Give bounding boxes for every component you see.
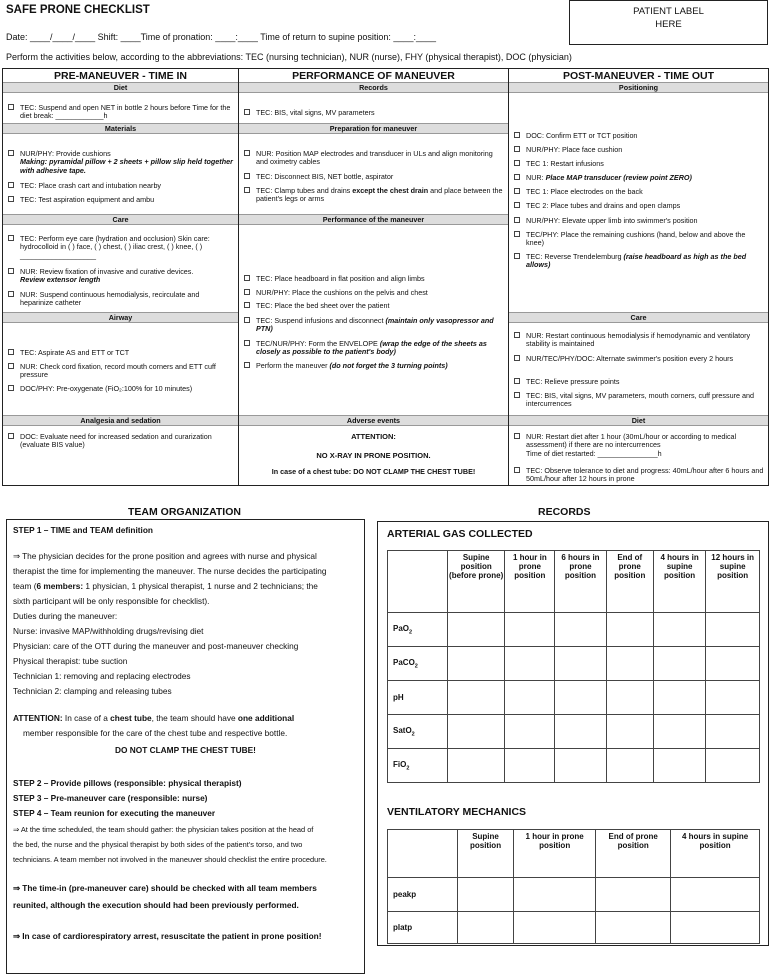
section-care: Care xyxy=(3,214,238,225)
attention-line-2: member responsible for the care of the chest tube and respective bottle. xyxy=(23,728,288,738)
attention-line-1: ATTENTION: In case of a chest tube, the team should have one additional xyxy=(13,713,295,723)
step-4-line-2: the bed, the nurse and the physical therapist by both sides of the patient's torso, and two xyxy=(13,840,303,849)
checkbox[interactable] xyxy=(514,332,520,338)
section-post-care: Care xyxy=(509,312,768,323)
gas-row-ph xyxy=(388,681,760,715)
pre-analgesia-item[interactable]: DOC: Evaluate need for increased sedation and curarization (evaluate BIS value) xyxy=(8,433,234,450)
section-post-diet: Diet xyxy=(509,415,768,426)
team-line-10: Technician 2: clamping and releasing tubes xyxy=(13,686,172,696)
gas-row-pao2 xyxy=(388,613,760,647)
team-line-4: sixth participant will be only responsible for checklist). xyxy=(13,596,210,606)
gas-corner-cell xyxy=(388,551,448,613)
records-header: RECORDS xyxy=(538,506,591,518)
vent-col-header: Supine position xyxy=(458,830,514,878)
checkbox[interactable] xyxy=(8,235,14,241)
step-3: STEP 3 – Pre-maneuver care (responsible: nurse) xyxy=(13,793,208,803)
perf-prep-item-2[interactable]: TEC: Disconnect BIS, NET bottle, aspirator xyxy=(244,173,504,181)
checkbox[interactable] xyxy=(514,253,520,259)
gas-col-header: Supine position (before prone) xyxy=(448,551,505,613)
row-label: PaO$_2$ xyxy=(388,613,448,647)
checkbox[interactable] xyxy=(514,202,520,208)
team-line-9: Technician 1: removing and replacing electrodes xyxy=(13,671,191,681)
vent-cell[interactable] xyxy=(671,912,760,944)
vent-col-header: End of prone position xyxy=(596,830,671,878)
gas-header-row xyxy=(388,551,760,613)
checkbox[interactable] xyxy=(514,174,520,180)
post-maneuver-column xyxy=(509,69,768,485)
post-care-item-3[interactable]: TEC: Relieve pressure points xyxy=(514,378,764,386)
adverse-chest-tube: In case of a chest tube: DO NOT CLAMP THE CHEST TUBE! xyxy=(271,467,476,476)
gas-cell[interactable] xyxy=(653,749,705,783)
pre-care-item-2[interactable]: NUR: Review fixation of invasive and curative devices. Review extensor length xyxy=(8,268,234,285)
pre-airway-item-2[interactable]: NUR: Check cord fixation, record mouth corners and ETT cuff pressure xyxy=(8,363,234,380)
pre-diet-item[interactable]: TEC: Suspend and open NET in bottle 2 hours before Time for the diet break: ____________h xyxy=(8,104,234,121)
checkbox[interactable] xyxy=(244,150,250,156)
gas-col-header: 4 hours in supine position xyxy=(653,551,705,613)
gas-cell[interactable] xyxy=(653,715,705,749)
gas-cell[interactable] xyxy=(606,749,653,783)
team-line-3: team (6 members: 1 physician, 1 physical therapist, 1 nurse and 2 technicians; the xyxy=(13,581,318,591)
checkbox[interactable] xyxy=(514,188,520,194)
gas-row-sato2 xyxy=(388,715,760,749)
arterial-gas-table xyxy=(387,550,760,783)
row-label: PaCO$_2$ xyxy=(388,647,448,681)
team-line-8: Physical therapist: tube suction xyxy=(13,656,128,666)
row-label: FiO$_2$ xyxy=(388,749,448,783)
adverse-attention: ATTENTION: xyxy=(351,432,396,441)
section-performance: Performance of the maneuver xyxy=(239,214,508,225)
records-box xyxy=(377,521,769,946)
arrest-line: ⇒ In case of cardiorespiratory arrest, resuscitate the patient in prone position! xyxy=(13,931,322,941)
post-pos-item-2[interactable]: NUR/PHY: Place face cushion xyxy=(514,146,764,154)
section-materials: Materials xyxy=(3,123,238,134)
post-pos-item-4[interactable]: NUR: Place MAP transducer (review point ZERO) xyxy=(514,174,764,182)
gas-cell[interactable] xyxy=(555,647,606,681)
team-line-2: therapist the time for implementing the maneuver. The nurse decides the participating xyxy=(13,566,327,576)
checkbox[interactable] xyxy=(244,302,250,308)
checklist-grid xyxy=(2,68,769,486)
ventilatory-table xyxy=(387,829,760,944)
team-organization-header: TEAM ORGANIZATION xyxy=(128,506,241,518)
checkbox[interactable] xyxy=(8,291,14,297)
section-records: Records xyxy=(239,82,508,93)
step-4-line-1: ⇒ At the time scheduled, the team should gather: the physician takes position at the head of xyxy=(13,825,314,834)
post-diet-item-2[interactable]: TEC: Observe tolerance to diet and progress: 40mL/hour after 6 hours and 50mL/hour after 12 hours in prone xyxy=(514,467,764,484)
vent-cell[interactable] xyxy=(671,878,760,912)
gas-cell[interactable] xyxy=(653,647,705,681)
time-in-line-1: ⇒ The time-in (pre-maneuver care) should be checked with all team members xyxy=(13,883,317,893)
time-in-line-2: reunited, although the execution should had been previously performed. xyxy=(13,900,299,910)
gas-col-header: 12 hours in supine position xyxy=(706,551,760,613)
row-label: peakp xyxy=(388,878,458,912)
gas-col-header: 6 hours in prone position xyxy=(555,551,606,613)
checkbox[interactable] xyxy=(514,132,520,138)
checkbox[interactable] xyxy=(244,187,250,193)
checkbox[interactable] xyxy=(8,268,14,274)
checkbox[interactable] xyxy=(244,362,250,368)
team-line-1: ⇒ The physician decides for the prone position and agrees with nurse and physical xyxy=(13,551,317,561)
perf-item-1[interactable]: TEC: Place headboard in flat position and align limbs xyxy=(244,275,504,283)
gas-cell[interactable] xyxy=(555,681,606,715)
pre-care-item-1[interactable]: TEC: Perform eye care (hydration and occlusion) Skin care: hydrocolloid in ( ) face, ( ) chest, ( ) iliac crest, ( ) knee, ( ) ___________________ xyxy=(8,235,234,260)
checkbox[interactable] xyxy=(8,363,14,369)
gas-cell[interactable] xyxy=(555,715,606,749)
patient-label-box xyxy=(569,0,768,45)
checkbox[interactable] xyxy=(8,182,14,188)
gas-cell[interactable] xyxy=(505,715,555,749)
checkbox[interactable] xyxy=(514,355,520,361)
team-line-5: Duties during the maneuver: xyxy=(13,611,118,621)
vent-header-row xyxy=(388,830,760,878)
gas-cell[interactable] xyxy=(505,681,555,715)
row-label: SatO$_2$ xyxy=(388,715,448,749)
gas-cell[interactable] xyxy=(448,681,505,715)
vent-corner-cell xyxy=(388,830,458,878)
checkbox[interactable] xyxy=(8,433,14,439)
vent-cell[interactable] xyxy=(458,912,514,944)
row-label: platp xyxy=(388,912,458,944)
checkbox[interactable] xyxy=(244,109,250,115)
perf-item-4[interactable]: TEC: Suspend infusions and disconnect (maintain only vasopressor and PTN) xyxy=(244,317,504,334)
checkbox[interactable] xyxy=(514,392,520,398)
post-pos-item-3[interactable]: TEC 1: Restart infusions xyxy=(514,160,764,168)
gas-cell[interactable] xyxy=(555,749,606,783)
gas-row-fio2 xyxy=(388,749,760,783)
perf-prep-item-3[interactable]: TEC: Clamp tubes and drains except the chest drain and place between the patient's legs or arms xyxy=(244,187,504,204)
gas-cell[interactable] xyxy=(653,613,705,647)
gas-cell[interactable] xyxy=(653,681,705,715)
pre-materials-item-3[interactable]: TEC: Test aspiration equipment and ambu xyxy=(8,196,234,204)
section-airway: Airway xyxy=(3,312,238,323)
section-adverse-events: Adverse events xyxy=(239,415,508,426)
team-line-6: Nurse: invasive MAP/withholding drugs/revising diet xyxy=(13,626,204,636)
gas-cell[interactable] xyxy=(448,715,505,749)
gas-cell[interactable] xyxy=(706,647,760,681)
pre-airway-item-1[interactable]: TEC: Aspirate AS and ETT or TCT xyxy=(8,349,234,357)
vent-cell[interactable] xyxy=(458,878,514,912)
step-4-line-3: technicians. A team member not involved in the maneuver should checklist the entire procedure. xyxy=(13,855,327,864)
pre-materials-item-1[interactable]: NUR/PHY: Provide cushions Making: pyramidal pillow + 2 sheets + pillow slip held together with adhesive tape. xyxy=(8,150,234,175)
checkbox[interactable] xyxy=(8,385,14,391)
gas-col-header: End of prone position xyxy=(606,551,653,613)
perf-item-2[interactable]: NUR/PHY: Place the cushions on the pelvis and chest xyxy=(244,289,504,297)
gas-cell[interactable] xyxy=(706,681,760,715)
vent-row-peakp xyxy=(388,878,760,912)
post-pos-item-6[interactable]: TEC 2: Place tubes and drains and open clamps xyxy=(514,202,764,210)
post-care-item-2[interactable]: NUR/TEC/PHY/DOC: Alternate swimmer's position every 2 hours xyxy=(514,355,764,363)
instructions: Perform the activities below, according to the abbreviations: TEC (nursing technician), NUR (nurse), FHY (physical therapist), DOC (physician) xyxy=(6,52,572,62)
post-pos-item-1[interactable]: DOC: Confirm ETT or TCT position xyxy=(514,132,764,140)
checkbox[interactable] xyxy=(514,433,520,439)
checkbox[interactable] xyxy=(8,196,14,202)
pre-maneuver-header: PRE-MANEUVER - TIME IN xyxy=(3,69,238,84)
post-care-item-1[interactable]: NUR: Restart continuous hemodialysis if hemodynamic and ventilatory stability is maintained xyxy=(514,332,764,349)
checkbox[interactable] xyxy=(514,378,520,384)
vent-cell[interactable] xyxy=(596,878,671,912)
pre-materials-item-2[interactable]: TEC: Place crash cart and intubation nearby xyxy=(8,182,234,190)
checkbox[interactable] xyxy=(514,467,520,473)
section-preparation: Preparation for maneuver xyxy=(239,123,508,134)
team-organization-box xyxy=(6,519,365,974)
post-diet-item-1[interactable]: NUR: Restart diet after 1 hour (30mL/hour or according to medical assessment) if there are no intercurrences Time of diet restarted: _______________h xyxy=(514,433,764,458)
patient-label-line2: HERE xyxy=(655,18,682,30)
adverse-no-xray: NO X-RAY IN PRONE POSITION. xyxy=(316,451,431,460)
checkbox[interactable] xyxy=(514,231,520,237)
gas-cell[interactable] xyxy=(555,613,606,647)
checkbox[interactable] xyxy=(8,104,14,110)
attention-line-3: DO NOT CLAMP THE CHEST TUBE! xyxy=(115,745,256,755)
gas-cell[interactable] xyxy=(606,681,653,715)
gas-cell[interactable] xyxy=(505,613,555,647)
vent-cell[interactable] xyxy=(596,912,671,944)
checkbox[interactable] xyxy=(244,173,250,179)
performance-header: PERFORMANCE OF MANEUVER xyxy=(239,69,508,84)
gas-cell[interactable] xyxy=(706,715,760,749)
checkbox[interactable] xyxy=(244,275,250,281)
document-title: SAFE PRONE CHECKLIST xyxy=(6,4,150,16)
gas-cell[interactable] xyxy=(606,715,653,749)
post-pos-item-9[interactable]: TEC: Reverse Trendelemburg (raise headboard as high as the bed allows) xyxy=(514,253,764,270)
gas-cell[interactable] xyxy=(448,749,505,783)
vent-row-platp xyxy=(388,912,760,944)
vent-col-header: 4 hours in supine position xyxy=(671,830,760,878)
gas-cell[interactable] xyxy=(606,647,653,681)
vent-col-header: 1 hour in prone position xyxy=(514,830,596,878)
date-time-line[interactable]: Date: ____/____/____ Shift: ____Time of pronation: ____:____ Time of return to supine position: ____:____ xyxy=(6,32,436,42)
row-label: pH xyxy=(388,681,448,715)
gas-cell[interactable] xyxy=(606,613,653,647)
gas-cell[interactable] xyxy=(706,749,760,783)
post-pos-item-5[interactable]: TEC 1: Place electrodes on the back xyxy=(514,188,764,196)
gas-cell[interactable] xyxy=(448,613,505,647)
perf-item-3[interactable]: TEC: Place the bed sheet over the patient xyxy=(244,302,504,310)
gas-cell[interactable] xyxy=(505,749,555,783)
section-analgesia: Analgesia and sedation xyxy=(3,415,238,426)
team-line-7: Physician: care of the OTT during the maneuver and post-maneuver checking xyxy=(13,641,299,651)
pre-maneuver-column xyxy=(3,69,239,485)
post-pos-item-7[interactable]: NUR/PHY: Elevate upper limb into swimmer's position xyxy=(514,217,764,225)
perf-item-5[interactable]: TEC/NUR/PHY: Form the ENVELOPE (wrap the edge of the sheets as closely as possible to the patient's body) xyxy=(244,340,504,357)
checkbox[interactable] xyxy=(514,217,520,223)
checkbox[interactable] xyxy=(244,340,250,346)
gas-row-paco2 xyxy=(388,647,760,681)
checkbox[interactable] xyxy=(8,150,14,156)
perf-prep-item-1[interactable]: NUR: Position MAP electrodes and transducer in ULs and align monitoring and oximetry cables xyxy=(244,150,504,167)
pre-care-item-3[interactable]: NUR: Suspend continuous hemodialysis, recirculate and heparinize catheter xyxy=(8,291,234,308)
checkbox[interactable] xyxy=(244,317,250,323)
gas-cell[interactable] xyxy=(448,647,505,681)
step-1: STEP 1 – TIME and TEAM definition xyxy=(13,525,153,535)
perf-records-item[interactable]: TEC: BIS, vital signs, MV parameters xyxy=(244,109,504,117)
vent-cell[interactable] xyxy=(514,912,596,944)
checkbox[interactable] xyxy=(8,349,14,355)
arterial-gas-title: ARTERIAL GAS COLLECTED xyxy=(387,528,533,540)
gas-cell[interactable] xyxy=(706,613,760,647)
perf-item-6[interactable]: Perform the maneuver (do not forget the 3 turning points) xyxy=(244,362,504,370)
checkbox[interactable] xyxy=(244,289,250,295)
step-2: STEP 2 – Provide pillows (responsible: physical therapist) xyxy=(13,778,242,788)
vent-cell[interactable] xyxy=(514,878,596,912)
post-care-item-4[interactable]: TEC: BIS, vital signs, MV parameters, mouth corners, cuff pressure and intercurrences xyxy=(514,392,764,409)
section-diet: Diet xyxy=(3,82,238,93)
performance-column xyxy=(239,69,509,485)
gas-col-header: 1 hour in prone position xyxy=(505,551,555,613)
gas-cell[interactable] xyxy=(505,647,555,681)
step-4: STEP 4 – Team reunion for executing the maneuver xyxy=(13,808,216,818)
post-maneuver-header: POST-MANEUVER - TIME OUT xyxy=(509,69,768,84)
post-pos-item-8[interactable]: TEC/PHY: Place the remaining cushions (hand, below and above the knee) xyxy=(514,231,764,248)
ventilatory-mechanics-title: VENTILATORY MECHANICS xyxy=(387,806,527,818)
patient-label-line1: PATIENT LABEL xyxy=(633,6,704,17)
checkbox[interactable] xyxy=(514,160,520,166)
section-positioning: Positioning xyxy=(509,82,768,93)
pre-airway-item-3[interactable]: DOC/PHY: Pre-oxygenate (FiO₂:100% for 10 minutes) xyxy=(8,385,234,393)
checkbox[interactable] xyxy=(514,146,520,152)
